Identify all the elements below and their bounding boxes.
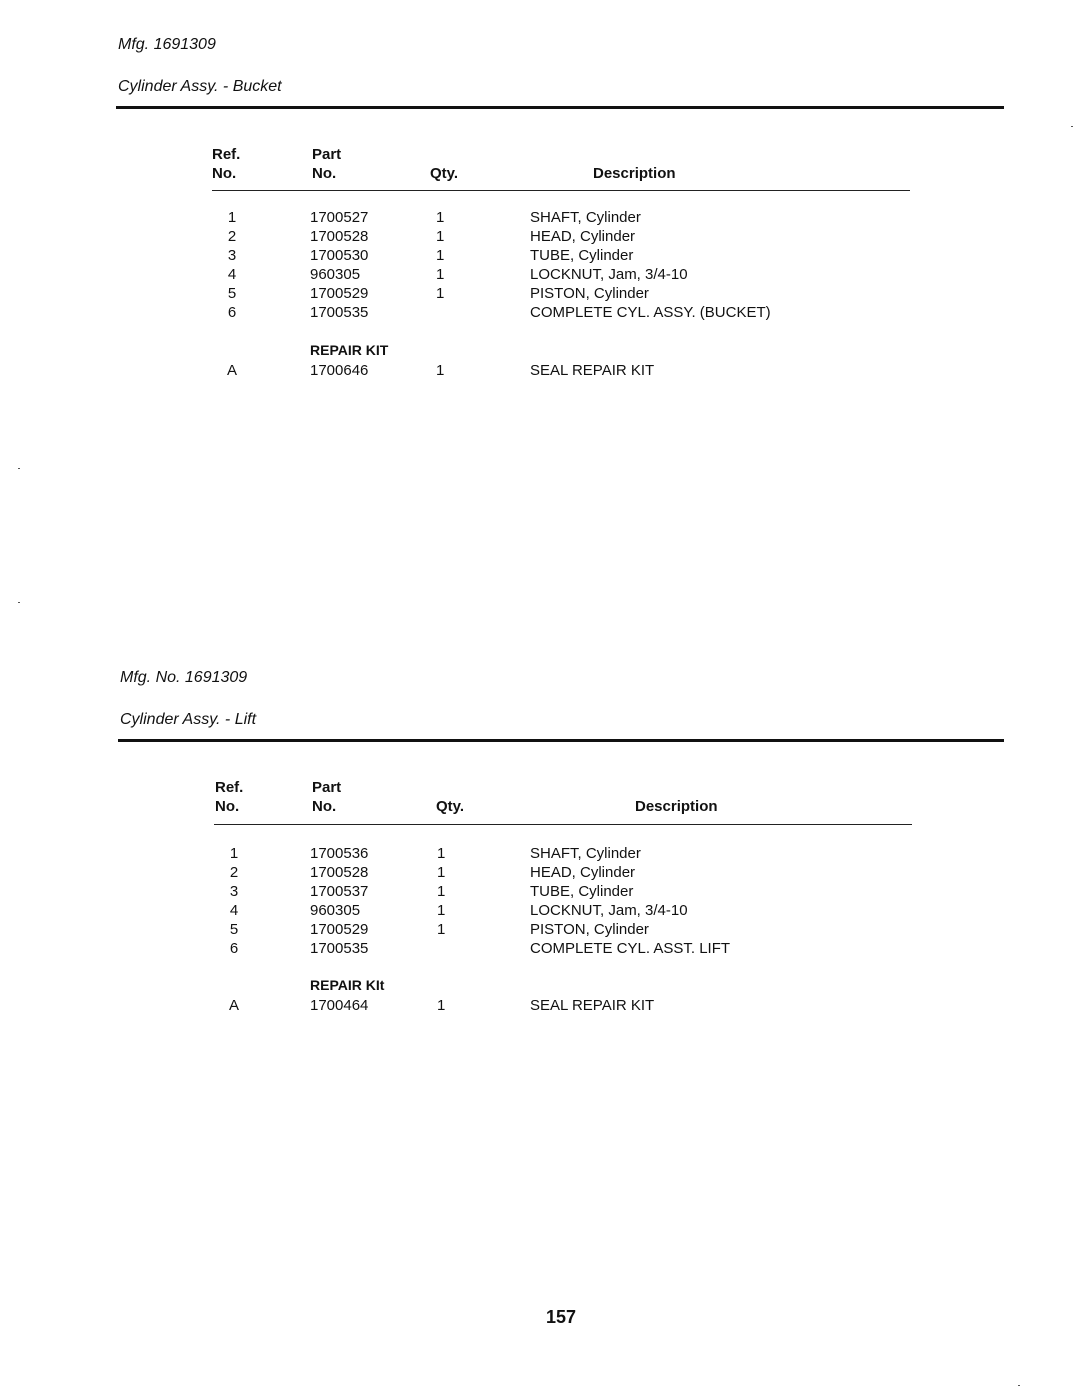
cell-desc: TUBE, Cylinder	[530, 247, 634, 264]
cell-part: 1700464	[310, 997, 369, 1014]
cell-desc: LOCKNUT, Jam, 3/4-10	[530, 902, 688, 919]
table-row	[0, 208, 1080, 227]
cell-desc: LOCKNUT, Jam, 3/4-10	[530, 266, 688, 283]
cell-part: 1700529	[310, 921, 369, 938]
cell-desc: COMPLETE CYL. ASST. LIFT	[530, 940, 731, 957]
header-description: Description	[635, 798, 718, 815]
header-description: Description	[593, 165, 676, 182]
cell-ref: 2	[227, 228, 237, 245]
cell-qty: 1	[436, 285, 445, 302]
cell-ref: 6	[229, 940, 239, 957]
cell-ref: 1	[229, 845, 239, 862]
table-row	[0, 882, 1080, 901]
cell-desc: PISTON, Cylinder	[530, 921, 649, 938]
cell-qty: 1	[437, 864, 446, 881]
cell-qty: 1	[436, 362, 445, 379]
cell-desc: SEAL REPAIR KIT	[530, 362, 655, 379]
repair-kit-label: REPAIR KIt	[310, 977, 385, 993]
cell-desc: HEAD, Cylinder	[530, 864, 636, 881]
cell-ref: A	[228, 997, 239, 1014]
cell-part: 1700527	[310, 209, 369, 226]
header-underline	[214, 824, 912, 825]
header-part-line1: Part	[312, 146, 342, 163]
cell-ref: 5	[229, 921, 239, 938]
table-row	[0, 920, 1080, 939]
cell-part: 1700530	[310, 247, 369, 264]
table-row	[0, 265, 1080, 284]
header-underline	[212, 190, 910, 191]
cell-part: 1700528	[310, 864, 369, 881]
header-ref-line1: Ref.	[212, 146, 241, 163]
cell-part: 1700536	[310, 845, 369, 862]
cell-part: 960305	[310, 266, 361, 283]
section-divider	[118, 739, 1004, 742]
table-row	[0, 246, 1080, 265]
cell-qty: 1	[436, 266, 445, 283]
table-row	[0, 863, 1080, 882]
scan-speck	[1018, 1385, 1020, 1386]
header-ref	[212, 145, 240, 183]
cell-qty: 1	[437, 921, 446, 938]
scan-speck	[18, 602, 20, 603]
section-mfg: Mfg. No. 1691309	[120, 669, 248, 686]
header-qty: Qty.	[430, 165, 459, 182]
cell-qty: 1	[437, 902, 446, 919]
section-title: Cylinder Assy. - Bucket	[118, 78, 282, 95]
cell-ref: 1	[227, 209, 237, 226]
cell-ref: 3	[229, 883, 239, 900]
cell-qty: 1	[436, 209, 445, 226]
header-part-line1: Part	[312, 779, 342, 796]
cell-desc: COMPLETE CYL. ASSY. (BUCKET)	[530, 304, 771, 321]
section-divider	[116, 106, 1004, 109]
cell-part: 1700529	[310, 285, 369, 302]
cell-ref: 2	[229, 864, 239, 881]
cell-desc: TUBE, Cylinder	[530, 883, 634, 900]
table-row	[0, 996, 1080, 1015]
header-qty: Qty.	[436, 798, 465, 815]
cell-ref: 4	[229, 902, 239, 919]
header-ref-line1: Ref.	[215, 779, 244, 796]
cell-ref: 4	[227, 266, 237, 283]
header-ref-line2: No.	[212, 165, 237, 182]
cell-desc: PISTON, Cylinder	[530, 285, 649, 302]
cell-part: 1700528	[310, 228, 369, 245]
header-ref	[215, 778, 243, 816]
cell-ref: 3	[227, 247, 237, 264]
repair-kit-label: REPAIR KIT	[310, 342, 389, 358]
header-part	[312, 778, 341, 816]
cell-part: 1700535	[310, 304, 369, 321]
cell-ref: A	[226, 362, 237, 379]
table-row	[0, 939, 1080, 958]
header-part-line2: No.	[312, 165, 337, 182]
cell-desc: SEAL REPAIR KIT	[530, 997, 655, 1014]
cell-part: 1700646	[310, 362, 369, 379]
section-mfg: Mfg. 1691309	[118, 36, 216, 53]
cell-ref: 5	[227, 285, 237, 302]
cell-qty: 1	[436, 247, 445, 264]
table-row	[0, 844, 1080, 863]
cell-qty: 1	[437, 883, 446, 900]
scan-speck	[1071, 126, 1073, 127]
table-row	[0, 227, 1080, 246]
table-row	[0, 361, 1080, 380]
cell-desc: SHAFT, Cylinder	[530, 209, 641, 226]
table-row	[0, 303, 1080, 322]
scan-speck	[18, 468, 20, 469]
cell-part: 960305	[310, 902, 361, 919]
table-row	[0, 901, 1080, 920]
cell-part: 1700537	[310, 883, 369, 900]
cell-part: 1700535	[310, 940, 369, 957]
cell-ref: 6	[227, 304, 237, 321]
header-ref-line2: No.	[215, 798, 240, 815]
cell-qty: 1	[436, 228, 445, 245]
page-number: 157	[546, 1307, 577, 1327]
section-title: Cylinder Assy. - Lift	[120, 711, 257, 728]
cell-qty: 1	[437, 997, 446, 1014]
header-part	[312, 145, 341, 183]
cell-qty: 1	[437, 845, 446, 862]
cell-desc: SHAFT, Cylinder	[530, 845, 641, 862]
table-row	[0, 284, 1080, 303]
header-part-line2: No.	[312, 798, 337, 815]
cell-desc: HEAD, Cylinder	[530, 228, 636, 245]
